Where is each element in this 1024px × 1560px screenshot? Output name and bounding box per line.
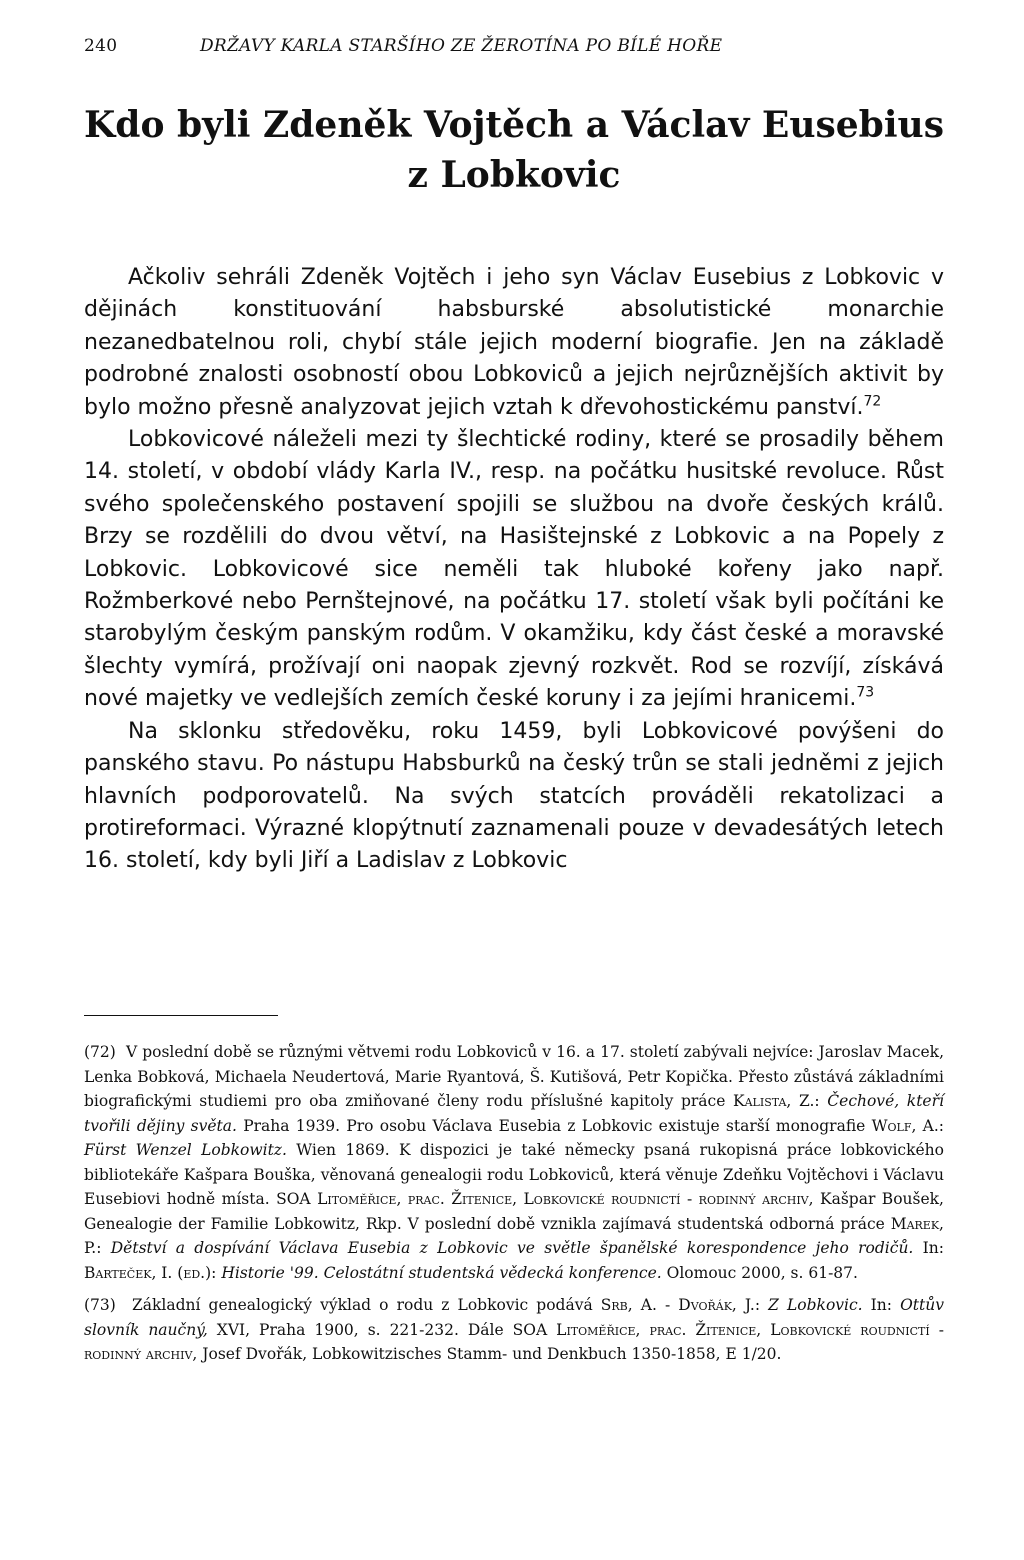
chapter-title (84, 100, 944, 200)
footnote-73-title-otto: Ottův slovník naučný, (84, 1296, 944, 1339)
paragraph-1-text: Ačkoliv sehráli Zdeněk Vojtěch i jeho syn Václav Eusebius z Lobkovic v dějinách konstituování habsburské absolutistické monarchie nezanedbatelnou roli, chybí stále jejich moderní biografie. Jen na základě podrobné znalosti osobností obou Lobkoviců a jejich nejrůznějších aktivit by bylo možno přesně analyzovat jejich vztah k dřevohostickému panství. (84, 265, 944, 420)
paragraph-2 (84, 424, 944, 716)
footnote-72-text-4: Kašpar Boušek, Genealogie der Familie Lobkowitz, Rkp. V poslední době vznikla zajímavá studentská odborná práce (84, 1190, 944, 1233)
footnote-73-archive: Litoměřice, prac. Žitenice, Lobkovické roudnictí - rodinný archiv, (84, 1320, 944, 1363)
footnote-72-title-kalista: Čechové, kteří tvořili dějiny světa. (84, 1092, 944, 1135)
footnote-73-text-4: Josef Dvořák, Lobkowitzisches Stamm- und Denkbuch 1350-1858, E 1/20. (202, 1345, 782, 1363)
footnote-72-title-marek: Dětství a dospívání Václava Eusebia z Lobkovic ve světle španělské korespondence jeho rodičů. (110, 1239, 914, 1257)
footnote-ref-72: 72 (863, 393, 882, 410)
footnote-separator (84, 1015, 278, 1016)
footnote-72-editor-bartecek: Barteček, I. (ed.): (84, 1263, 217, 1282)
chapter-title-line-1: Kdo byli Zdeněk Vojtěch a Václav Eusebius (84, 104, 944, 146)
footnote-72-text-2: Praha 1939. Pro osobu Václava Eusebia z Lobkovic existuje starší monografie (243, 1116, 866, 1135)
running-title: DRŽAVY KARLA STARŠÍHO ZE ŽEROTÍNA PO BÍLÉ HOŘE (200, 36, 723, 56)
paragraph-1 (84, 262, 944, 424)
paragraph-3-text: Na sklonku středověku, roku 1459, byli Lobkovicové povýšeni do panského stavu. Po nástupu Habsburků na český trůn se stali jedněmi z jejich hlavních podporovatelů. Na svých statcích prováděli rekatolizaci a protireformaci. Výrazné klopýtnutí zaznamenali pouze v devadesátých letech 16. století, kdy byli Jiří a Ladislav z Lobkovic (84, 718, 944, 874)
footnote-72-label: (72) (84, 1043, 116, 1061)
footnote-73-text-2: In: (870, 1296, 892, 1314)
footnote-72-text-1: V poslední době se různými větvemi rodu Lobkoviců v 16. a 17. století zabývali nejvíce: Jaroslav Macek, Lenka Bobková, Michaela Neudertová, Marie Ryantová, Š. Kutišová, Petr Kopička. Přesto zůstává základními biografickými studiemi pro oba zmiňované členy rodu příslušné kapitoly práce (84, 1043, 944, 1110)
footnote-ref-73: 73 (856, 684, 875, 701)
body-text (84, 262, 944, 878)
footnote-72-author-kalista: Kalista, Z.: (733, 1092, 820, 1110)
footnote-73-text-3: XVI, Praha 1900, s. 221-232. Dále SOA (216, 1320, 548, 1339)
footnote-73-label: (73) (84, 1296, 116, 1314)
running-header (84, 36, 944, 56)
footnote-72 (84, 1040, 944, 1285)
footnote-72-title-wolf: Fürst Wenzel Lobkowitz. (84, 1141, 287, 1159)
chapter-title-line-2: z Lobkovic (407, 154, 621, 196)
footnote-73-title-srb: Z Lobkovic. (768, 1296, 863, 1314)
footnote-72-text-5: In: (922, 1239, 944, 1257)
footnotes (84, 1040, 944, 1375)
page-number: 240 (84, 36, 118, 56)
footnote-72-archive: Litoměřice, prac. Žitenice, Lobkovické roudnictí - rodinný archiv, (317, 1190, 814, 1208)
footnote-72-text-6: Olomouc 2000, s. 61-87. (666, 1263, 858, 1282)
footnote-72-text-3: Wien 1869. K dispozici je také německy psaná rukopisná práce lobkovického bibliotekáře Kašpara Bouška, věnovaná genealogii rodu Lobkoviců, která věnuje Zdeňku Vojtěchovi i Václavu Eusebiovi hodně místa. SOA (84, 1141, 944, 1208)
footnote-72-title-bartecek: Historie '99. Celostátní studentská vědecká konference. (221, 1263, 662, 1282)
paragraph-2-text: Lobkovicové náleželi mezi ty šlechtické rodiny, které se prosadily během 14. století, v období vlády Karla IV., resp. na počátku husitské revoluce. Růst svého společenského postavení spojili se službou na dvoře českých králů. Brzy se rozdělili do dvou větví, na Hasištejnské z Lobkovic a na Popely z Lobkovic. Lobkovicové sice neměli tak hluboké kořeny jako např. Rožmberkové nebo Pernštejnové, na počátku 17. století však byli počítáni ke starobylým českým panským rodům. V okamžiku, kdy část české a moravské šlechty vymírá, prožívají oni naopak zjevný rozkvět. Rod se rozvíjí, získává nové majetky ve vedlejších zemích české koruny i za jejími hranicemi. (84, 427, 944, 712)
paragraph-3 (84, 716, 944, 878)
footnote-73-text-1: Základní genealogický výklad o rodu z Lobkovic podává (131, 1296, 593, 1314)
footnote-73-author-srb: Srb, A. - Dvořák, J.: (600, 1296, 761, 1314)
footnote-73 (84, 1293, 944, 1367)
footnote-72-author-marek: Marek, P.: (84, 1214, 944, 1257)
footnote-72-author-wolf: Wolf, A.: (871, 1116, 944, 1135)
